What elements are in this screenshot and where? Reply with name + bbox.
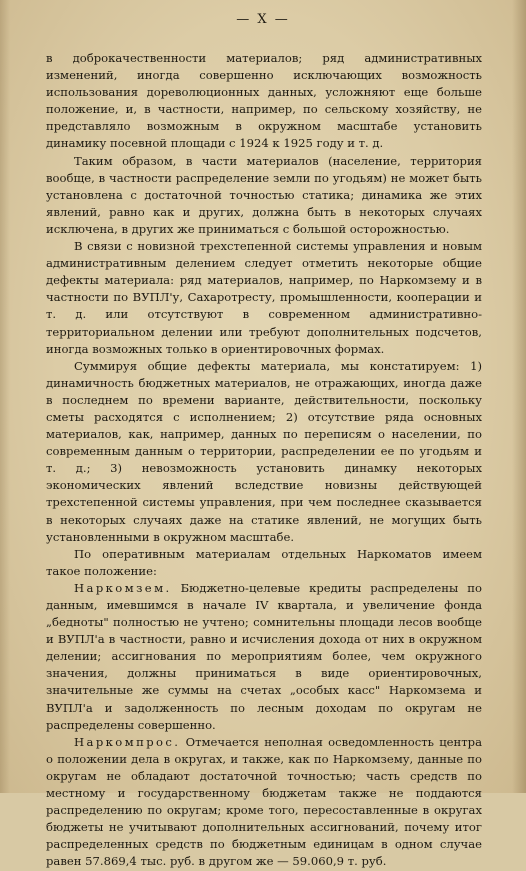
paragraph: Суммируя общие дефекты материала, мы констатируем: 1) динамичность бюджетных материалов, не отражающих, иногда даже в последнем по времени варианте, действительности, поскольку сметы расходятся с исполнением; 2) отсутствие ряда основных материалов, как, например, данных по переписям о населении, по современным данным о территории, распределении ее по угодьям и т. д.; 3) невозможность установить динамку некоторых экономических явлений вследствие новизны действующей трехстепенной системы управления, при чем последнее сказывается в некоторых случаях даже на статике явлений, не могущих быть установленными в окружном масштабе. — [46, 358, 482, 544]
section-lead-narkompros: Наркомпрос. — [74, 734, 181, 749]
paragraph: в доброкачественности материалов; ряд административных изменений, иногда совершенно исключающих возможность использования дореволюционных данных, усложняют еще больше положение, и, в частности, например, по сельскому хозяйству, не представляло возможным в окружном масштабе установить динамику посевной площади с 1924 к 1925 году и т. д. — [46, 51, 482, 151]
section-text-narkomzem: Бюджетно-целевые кредиты распределены по данным, имевшимся в начале IV квартала, и увеличение фонда „бедноты" полностью не учтено; сомнительны площади лесов вообще и ВУПЛ'а в частности, равно и исчисления дохода от них в окружном делении; ассигнования по мероприятиям более, чем окружного значения, должны приниматься в виде ориентировочных, значительные же суммы на счетах „особых касс" Наркомзема и ВУПЛ'а и задолженность по лесным доходам по округам не распределены совершенно. — [46, 580, 482, 732]
body-text — [46, 50, 482, 871]
paragraph: По оперативным материалам отдельных Наркоматов имеем такое положение: — [46, 546, 482, 578]
section-text-narkompros: Отмечается неполная осведомленность центра о положении дела в округах, и также, как по Наркомзему, данные по округам не обладают достаточной точностью; часть средств по местному и государственному бюджетам также не поддаются распределению по округам; кроме того, пересоставленные в округах бюджеты не учитывают дополнительных ассигнований, почему итог распределенных средств по бюджетным единицам в одном случае равен 57.869,4 тыс. руб. в другом же — 59.060,9 т. руб. — [46, 734, 482, 869]
page-shadow-left — [0, 0, 10, 793]
paragraph — [46, 734, 482, 871]
page-number: — X — — [236, 12, 290, 27]
paragraph: В связи с новизной трехстепенной системы управления и новым административным делением следует отметить некоторые общие дефекты материала: ряд материалов, например, по Наркомзему и в частности по ВУПЛ'у, Сахаротресту, промышленности, кооперации и т. д. или отсутствуют в современном административно-территориальном делении или требуют дополнительных подсчетов, иногда возможных только в ориентировочных формах. — [46, 239, 482, 356]
paragraph — [46, 580, 482, 734]
section-lead-narkomzem: Наркомзем. — [74, 580, 172, 595]
paragraph: Таким образом, в части материалов (население, территория вообще, в частности распределение земли по угодьям) не может быть установлена с достаточной точностью статика; динамика же этих явлений, равно как и других, должна быть в некоторых случаях исключена, в других же приниматься с большой осторожностью. — [46, 153, 482, 236]
page-shadow-right — [512, 0, 526, 793]
